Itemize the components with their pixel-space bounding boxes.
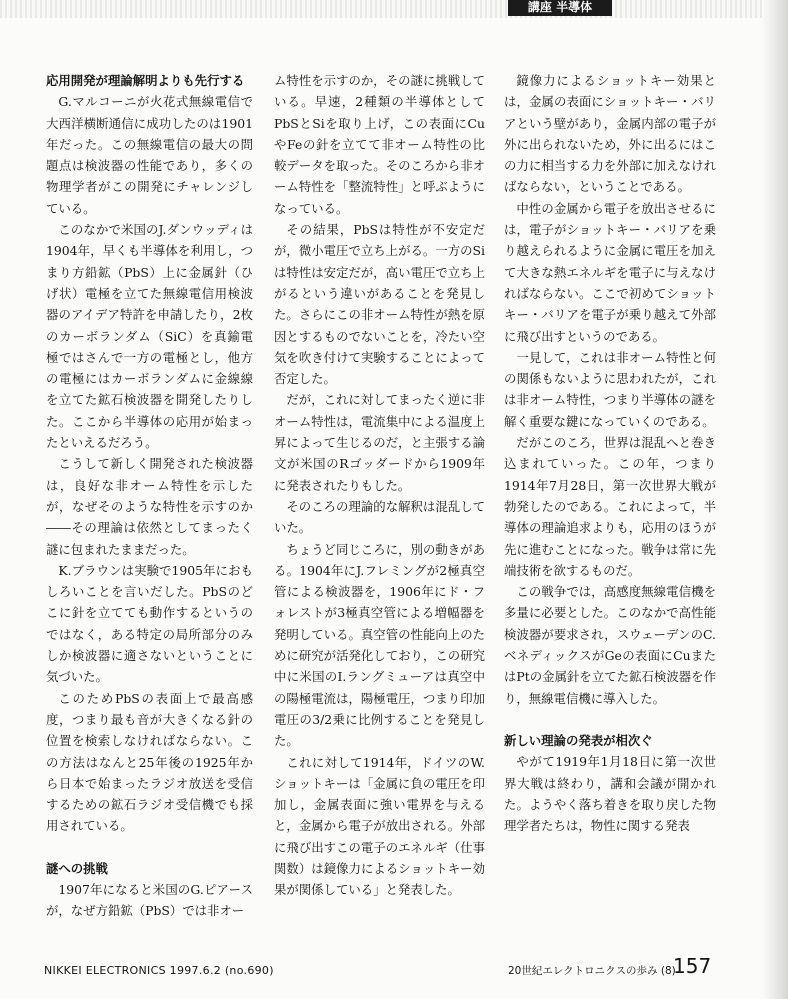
paragraph: ちょうど同じころに，別の動きがある。1904年にJ.フレミングが2極真空管による検波器を，1906年にド・フォレストが3極真空管による増幅器を発明している。真空管の性能向上のために研究が活発化しており，この研究中に米国のI.ラングミューアは真空中の陽極電流は，陽極電圧，つまり印加電圧の3/2乗に比例することを発見した。 — [274, 541, 485, 749]
section-heading: 謎への挑戦 — [46, 860, 108, 876]
paragraph: 一見して，これは非オーム特性と何の関係もないように思われたが，これは非オーム特性，つまり半導体の謎を解く重要な鍵になっていくのである。 — [504, 349, 716, 429]
paragraph: ム特性を示すのか，その謎に挑戦している。早速，2種類の半導体としてPbSとSiを取り上げ，この表面にCuやFeの針を立てて非オーム特性の比較データを取った。そのころから非オーム特性を「整流特性」と呼ぶようになっている。 — [274, 73, 485, 216]
series-title: 20世紀エレクトロニクスの歩み (8) — [508, 965, 676, 977]
article-column-3 — [504, 70, 716, 910]
paragraph: 鏡像力によるショットキー効果とは，金属の表面にショットキー・バリアという壁があり，金属内部の電子が外に出られないため，外に出るにはこの力に相当する力を外部に加えなければならない，ということである。 — [504, 73, 716, 195]
scan-edge-right — [762, 0, 788, 999]
paragraph: だがこのころ，世界は混乱へと巻き込まれていった。この年，つまり1914年7月28日，第一次世界大戦が勃発したのである。これによって，半導体の理論追求よりも，応用のほうが先に進むことになった。戦争は常に先端技術を欲するものだ。 — [504, 435, 716, 578]
paragraph: この戦争では，高感度無線電信機を多量に必要とした。このなかで高性能検波器が要求され，スウェーデンのC.ベネディックスがGeの表面にCuまたはPtの金属針を立てた鉱石検波器を作り，無線電信機に導入した。 — [504, 584, 716, 706]
paragraph: このなかで米国のJ.ダンウッディは1904年，早くも半導体を利用し，つまり方鉛鉱（PbS）上に金属針（ひげ状）電極を立てた無線電信用検波器のアイデア特許を申請したり，2枚のカーボランダム（SiC）を真鍮電極ではさんで一方の電極とし，他方の電極にはカーボランダムに金線線を立てた鉱石検波器を開発したりした。ここから半導体の応用が始まったといえるだろう。 — [46, 222, 253, 451]
page-number: 157 — [673, 954, 712, 978]
paragraph: やがて1919年1月18日に第一次世界大戦は終わり，講和会議が開かれた。ようやく落ち着きを取り戻した物理学者たちは，物性に関する発表 — [504, 754, 716, 834]
article-column-1 — [46, 70, 253, 919]
paragraph: その結果，PbSは特性が不安定だが，微小電圧で立ち上がる。一方のSiは特性は安定だが，高い電圧で立ち上がるという違いがあることを発見した。さらにこの非オーム特性が熱を原因とするものでないことを，冷たい空気を吹き付けて実験することによって否定した。 — [274, 222, 485, 387]
paragraph: こうして新しく開発された検波器は，良好な非オーム特性を示したが，なぜそのような特性を示すのか――その理論は依然としてまったく謎に包まれたままだった。 — [46, 456, 253, 557]
paragraph: これに対して1914年，ドイツのW.ショットキーは「金属に負の電圧を印加し，金属表面に強い電界を与えると，金属から電子が放出される。外部に飛び出すこの電子のエネルギ（仕事関数）は鏡像力によるショットキー効果が関係している」と発表した。 — [274, 754, 485, 898]
scan-edge-top — [0, 0, 788, 18]
section-tab: 講座 半導体 — [508, 0, 612, 16]
section-heading: 応用開発が理論解明よりも先行する — [46, 73, 245, 88]
section-heading: 新しい理論の発表が相次ぐ — [504, 732, 653, 748]
paragraph: K.ブラウンは実験で1905年におもしろいことを言いだした。PbSのどこに針を立てても動作するというのではなく，ある特定の局所部分のみしか検波器に適さないということに気づいた。 — [46, 562, 253, 685]
paragraph: 1907年になると米国のG.ピアースが，なぜ方鉛鉱（PbS）では非オー — [46, 881, 253, 919]
journal-footer: NIKKEI ELECTRONICS 1997.6.2 (no.690) — [44, 964, 274, 977]
paragraph: 中性の金属から電子を放出させるには，電子がショットキー・バリアを乗り越えられるように金属に電圧を加えて大きな熱エネルギを電子に与えなければならない。ここで初めてショットキー・バリアを電子が乗り越えて外部に飛び出すというのである。 — [504, 200, 716, 344]
paragraph: だが，これに対してまったく逆に非オーム特性は，電流集中による温度上昇によって生じるのだ，と主張する論文が米国のRゴッダードから1909年に発表されたりもした。 — [274, 392, 485, 493]
paragraph: そのころの理論的な解釈は混乱していた。 — [274, 498, 485, 536]
paragraph: このためPbSの表面上で最高感度，つまり最も音が大きくなる針の位置を検索しなければならない。この方法はなんと25年後の1925年から日本で始まったラジオ放送を受信するための鉱石ラジオ受信機でも採用されている。 — [46, 690, 253, 834]
article-column-2 — [274, 70, 485, 910]
paragraph: G.マルコーニが火花式無線電信で大西洋横断通信に成功したのは1901年だった。この無線電信の最大の問題点は検波器の性能であり，多くの物理学者がこの開発にチャレンジしている。 — [46, 94, 253, 216]
